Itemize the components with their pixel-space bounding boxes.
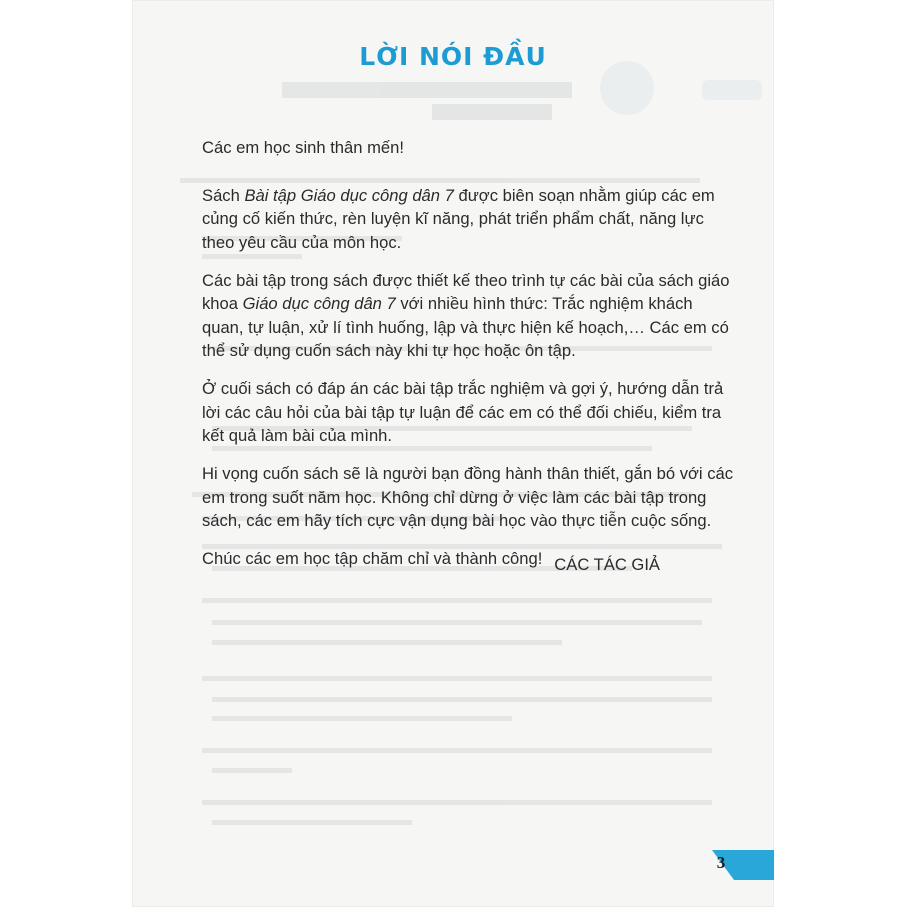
paragraph-4: Hi vọng cuốn sách sẽ là người bạn đồng hành thân thiết, gắn bó với các em trong suốt năm học. Không chỉ dừng ở việc làm các bài tập trong sách, các em hãy tích cực vận dụng bài học vào thực tiễn cuộc sống.: [202, 464, 734, 530]
closing-line: Chúc các em học tập chăm chỉ và thành công!: [202, 549, 543, 568]
preface-body: [202, 136, 734, 585]
author-signature: CÁC TÁC GIẢ: [554, 555, 660, 574]
greeting-text: Các em học sinh thân mến!: [202, 138, 404, 157]
paragraph-2: [202, 269, 734, 363]
page-title: LỜI NÓI ĐẦU: [359, 42, 547, 71]
paragraph-2-rest: với nhiều hình thức: Trắc nghiệm khách quan, tự luận, xử lí tình huống, lập và thực hiện kế hoạch,… Các em có thể sử dụng cuốn sách này khi tự học hoặc ôn tập.: [202, 294, 729, 360]
paragraph-1-rest: được biên soạn nhằm giúp các em củng cố kiến thức, rèn luyện kĩ năng, phát triển phẩm chất, năng lực theo yêu cầu của môn học.: [202, 185, 715, 252]
page-number: 3: [716, 853, 726, 872]
paragraph-1: [202, 184, 734, 255]
paragraph-1-lead: Sách: [202, 185, 245, 205]
paragraph-3: Ở cuối sách có đáp án các bài tập trắc nghiệm và gợi ý, hướng dẫn trả lời các câu hỏi của bài tập tự luận để các em có thể đối chiếu, kiểm tra kết quả làm bài của mình.: [202, 379, 724, 445]
book-page: [132, 0, 774, 907]
paragraph-2-lead: Các bài tập trong sách được thiết kế theo trình tự các bài của sách giáo khoa: [202, 270, 730, 313]
greeting-paragraph: [202, 136, 734, 160]
book-title-italic: Bài tập Giáo dục công dân 7: [244, 185, 454, 205]
textbook-title-italic: Giáo dục công dân 7: [242, 294, 396, 313]
